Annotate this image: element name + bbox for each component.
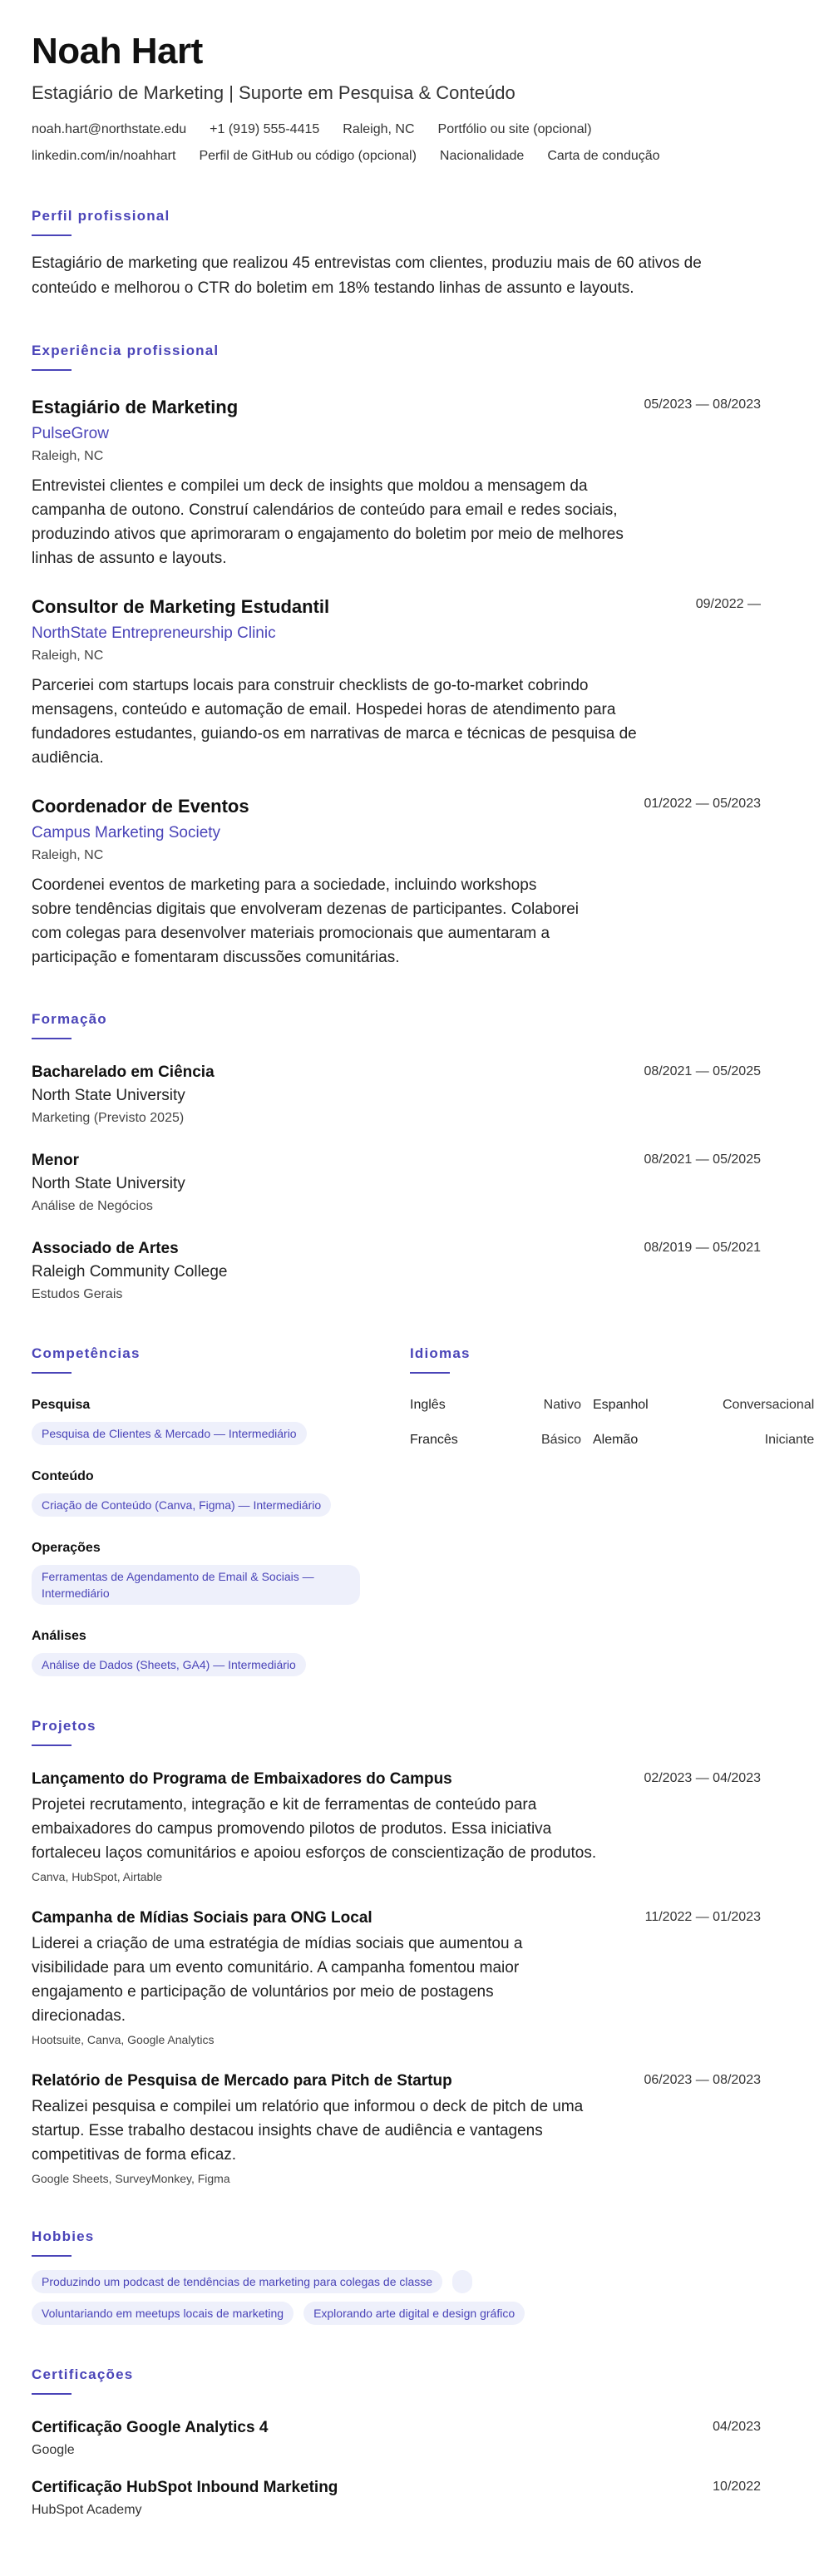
contact-email[interactable]: noah.hart@northstate.edu — [32, 122, 187, 136]
education-entry — [32, 1151, 761, 1216]
certification-issuer: HubSpot Academy — [32, 2503, 142, 2517]
job-title: Coordenador de Eventos — [32, 796, 249, 817]
section-divider — [32, 234, 72, 236]
skill-category: Pesquisa — [32, 1398, 91, 1412]
education-dates: 08/2021 — 05/2025 — [644, 1152, 761, 1167]
certification-name: Certificação Google Analytics 4 — [32, 2419, 269, 2436]
project-tools: Canva, HubSpot, Airtable — [32, 1870, 163, 1883]
section-title: Projetos — [32, 1718, 96, 1734]
project-name: Campanha de Mídias Sociais para ONG Local — [32, 1909, 372, 1927]
certification-date: 10/2022 — [713, 2480, 761, 2494]
contact-nationality: Nacionalidade — [439, 149, 525, 163]
language-name: Francês — [410, 1433, 458, 1447]
skill-tag: Pesquisa de Clientes & Mercado — Intermediário — [32, 1422, 307, 1445]
project-entry — [32, 1908, 761, 2048]
languages-grid — [410, 1397, 814, 1448]
skill-tag: Criação de Conteúdo (Canva, Figma) — Intermediário — [32, 1493, 331, 1517]
job-location: Raleigh, NC — [32, 848, 104, 862]
project-dates: 02/2023 — 04/2023 — [644, 1771, 761, 1785]
school-name: North State University — [32, 1087, 185, 1104]
skills-languages-row — [32, 1345, 814, 1676]
section-title: Experiência profissional — [32, 343, 220, 358]
section-title: Formação — [32, 1011, 107, 1027]
skill-group — [32, 1540, 410, 1605]
section-divider — [32, 1038, 72, 1039]
skill-category: Análises — [32, 1629, 86, 1643]
language-name: Inglês — [410, 1398, 446, 1412]
skill-group — [32, 1628, 410, 1676]
section-divider — [32, 369, 72, 371]
contact-github[interactable]: Perfil de GitHub ou código (opcional) — [199, 149, 417, 163]
candidate-name: Noah Hart — [32, 31, 203, 72]
skill-group — [32, 1397, 410, 1445]
section-divider — [410, 1372, 450, 1374]
section-title: Hobbies — [32, 2228, 95, 2244]
job-dates: 05/2023 — 08/2023 — [644, 397, 761, 412]
section-title: Idiomas — [410, 1345, 471, 1361]
job-location: Raleigh, NC — [32, 449, 104, 463]
job-description: Entrevistei clientes e compilei um deck de insights que moldou a mensagem da campanha de outono. Construí calendários de conteúdo para email e redes sociais, produzindo ativos que aprimoraram o engajamento do boletim por meio de melhores linhas de assunto e layouts. — [32, 477, 624, 567]
project-name: Relatório de Pesquisa de Mercado para Pitch de Startup — [32, 2072, 452, 2090]
language-level: Iniciante — [764, 1433, 814, 1447]
education-dates: 08/2021 — 05/2025 — [644, 1064, 761, 1078]
employer-name: PulseGrow — [32, 425, 109, 442]
project-description: Projetei recrutamento, integração e kit de ferramentas de conteúdo para embaixadores do campus promovendo pilotos de produtos. Essa iniciativa fortaleceu laços comunitários e apoiou esforços de conscientização de produtos. — [32, 1796, 597, 1862]
contact-linkedin[interactable]: linkedin.com/in/noahhart — [32, 149, 176, 163]
skills-section — [32, 1345, 410, 1676]
skill-tag: Análise de Dados (Sheets, GA4) — Intermediário — [32, 1653, 306, 1676]
job-description: Parceriei com startups locais para construir checklists de go-to-market cobrindo mensagens, conteúdo e automação de email. Hospedei horas de atendimento para fundadores estudantes, guiando-os em narrativas de marca e técnicas de pesquisa de audiência. — [32, 677, 637, 767]
hobby-tag: Produzindo um podcast de tendências de marketing para colegas de classe — [32, 2270, 442, 2293]
education-dates: 08/2019 — 05/2021 — [644, 1241, 761, 1255]
degree-name: Bacharelado em Ciência — [32, 1063, 215, 1081]
language-level: Nativo — [543, 1398, 581, 1412]
certification-name: Certificação HubSpot Inbound Marketing — [32, 2479, 338, 2496]
contact-portfolio[interactable]: Portfólio ou site (opcional) — [437, 122, 592, 136]
job-title: Estagiário de Marketing — [32, 397, 239, 417]
certification-entry — [32, 2418, 761, 2460]
project-entry — [32, 1769, 761, 1885]
education-section — [32, 1011, 761, 1304]
language-name: Alemão — [593, 1433, 639, 1447]
skill-category: Conteúdo — [32, 1469, 94, 1483]
degree-name: Associado de Artes — [32, 1240, 179, 1257]
experience-section — [32, 343, 761, 970]
project-tools: Google Sheets, SurveyMonkey, Figma — [32, 2172, 230, 2185]
certification-date: 04/2023 — [713, 2420, 761, 2434]
education-entry — [32, 1239, 761, 1304]
contact-phone[interactable]: +1 (919) 555-4415 — [210, 122, 320, 136]
experience-entry — [32, 795, 761, 970]
contact-location: Raleigh, NC — [343, 122, 415, 136]
project-description: Realizei pesquisa e compilei um relatório que informou o deck de pitch de uma startup. Esse trabalho destacou insights chave de audiência e vantagens competitivas de forma eficaz. — [32, 2098, 584, 2164]
profile-summary: Estagiário de marketing que realizou 45 entrevistas com clientes, produziu mais de 60 ativos de conteúdo e melhorou o CTR do boletim em 18% testando linhas de assunto e layouts. — [32, 254, 702, 297]
section-title: Competências — [32, 1345, 141, 1361]
employer-name: Campus Marketing Society — [32, 824, 221, 841]
degree-name: Menor — [32, 1152, 79, 1169]
section-divider — [32, 2393, 72, 2395]
school-name: North State University — [32, 1175, 185, 1192]
section-divider — [32, 2255, 72, 2257]
job-title: Consultor de Marketing Estudantil — [32, 596, 330, 617]
job-dates: 01/2022 — 05/2023 — [644, 797, 761, 811]
job-description: Coordenei eventos de marketing para a sociedade, incluindo workshops sobre tendências digitais que envolveram dezenas de participantes. Colaborei com colegas para desenvolver materiais promocionais que aumentaram a participação e fomentaram discussões comunitárias. — [32, 876, 580, 966]
school-name: Raleigh Community College — [32, 1263, 228, 1281]
profile-section — [32, 208, 761, 301]
hobby-tag: Explorando arte digital e design gráfico — [303, 2302, 525, 2325]
language-name: Espanhol — [593, 1398, 649, 1412]
resume-header — [32, 30, 761, 166]
experience-entry — [32, 595, 761, 770]
skill-group — [32, 1468, 410, 1517]
section-title: Certificações — [32, 2366, 134, 2382]
employer-name: NorthState Entrepreneurship Clinic — [32, 624, 276, 642]
job-location: Raleigh, NC — [32, 649, 104, 663]
certifications-section — [32, 2366, 761, 2519]
project-name: Lançamento do Programa de Embaixadores do Campus — [32, 1770, 452, 1788]
project-entry — [32, 2071, 761, 2187]
certification-issuer: Google — [32, 2443, 75, 2457]
education-entry — [32, 1063, 761, 1128]
hobbies-section — [32, 2228, 761, 2325]
section-divider — [32, 1744, 72, 1746]
field-of-study: Estudos Gerais — [32, 1287, 123, 1301]
experience-entry — [32, 396, 761, 570]
hobby-tag: Voluntariando em meetups locais de marketing — [32, 2302, 294, 2325]
language-level: Conversacional — [723, 1398, 814, 1412]
contact-driving-license: Carta de condução — [547, 149, 660, 163]
field-of-study: Análise de Negócios — [32, 1199, 153, 1213]
language-level: Básico — [540, 1433, 581, 1447]
project-dates: 06/2023 — 08/2023 — [644, 2073, 761, 2087]
project-dates: 11/2022 — 01/2023 — [644, 1910, 761, 1924]
section-divider — [32, 1372, 72, 1374]
contact-list — [32, 120, 747, 166]
project-tools: Hootsuite, Canva, Google Analytics — [32, 2033, 215, 2046]
job-dates: 09/2022 — — [695, 597, 761, 611]
field-of-study: Marketing (Previsto 2025) — [32, 1111, 185, 1125]
projects-section — [32, 1718, 761, 2187]
hobby-spacer — [452, 2270, 472, 2293]
hobby-tags — [32, 2270, 614, 2325]
section-title: Perfil profissional — [32, 208, 170, 224]
languages-section — [410, 1345, 814, 1676]
skill-category: Operações — [32, 1541, 101, 1555]
certification-entry — [32, 2478, 761, 2519]
skill-tag: Ferramentas de Agendamento de Email & Sociais — Intermediário — [32, 1565, 360, 1605]
candidate-headline: Estagiário de Marketing | Suporte em Pesquisa & Conteúdo — [32, 82, 516, 103]
project-description: Liderei a criação de uma estratégia de mídias sociais que aumentou a visibilidade para um evento comunitário. A campanha fomentou maior engajamento e participação de voluntários por meio de postagens direcionadas. — [32, 1935, 523, 2025]
